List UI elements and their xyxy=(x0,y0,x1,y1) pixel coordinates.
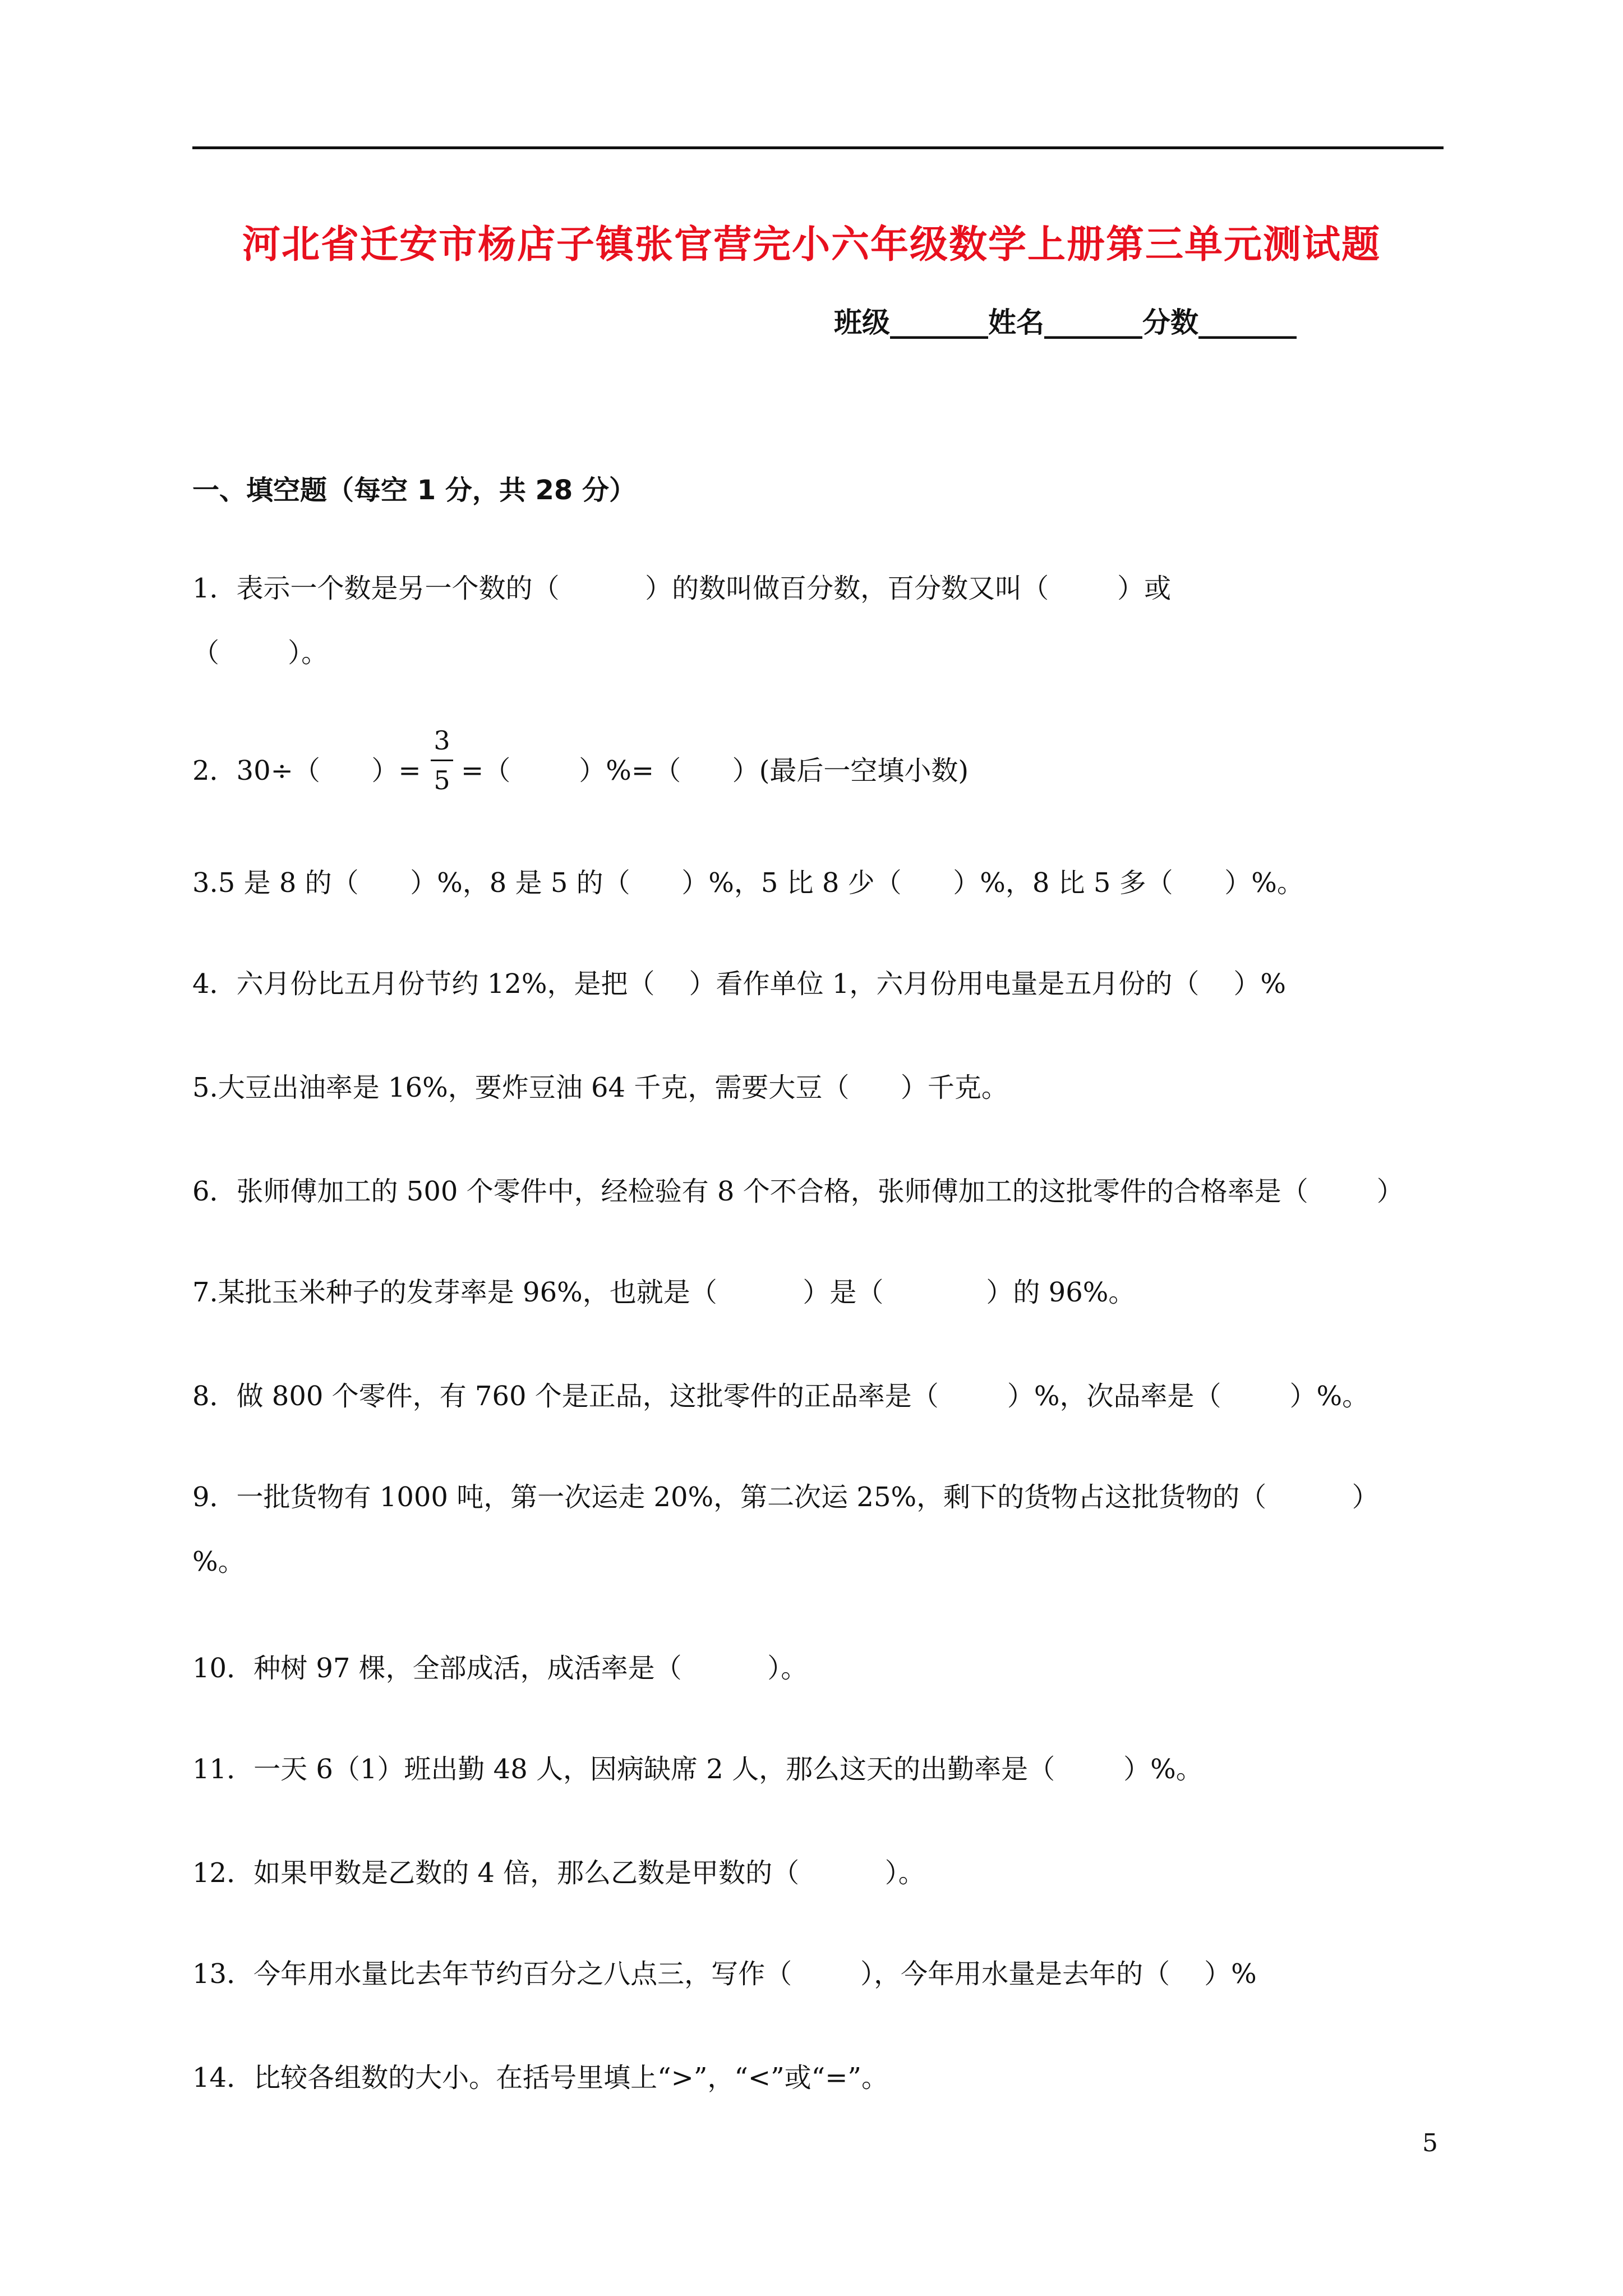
question-6: 6．张师傅加工的 500 个零件中，经检验有 8 个不合格，张师傅加工的这批零件的合格率是（ ） xyxy=(192,1176,1404,1207)
question-10: 10．种树 97 棵，全部成活，成活率是（ ）。 xyxy=(192,1653,808,1684)
question-5: 5.大豆出油率是 16%，要炸豆油 64 千克，需要大豆（ ）千克。 xyxy=(192,1072,1008,1103)
fraction-denominator: 5 xyxy=(434,765,450,795)
question-1-line-2: （ ）。 xyxy=(192,637,329,669)
student-info-line: 班级_______姓名_______分数_______ xyxy=(834,306,1297,339)
question-2-after-fraction: =（ ）%=（ ）(最后一空填小数) xyxy=(461,755,969,786)
question-14: 14．比较各组数的大小。在括号里填上“>”，“<”或“=”。 xyxy=(192,2062,888,2093)
question-9-line-1: 9．一批货物有 1000 吨，第一次运走 20%，第二次运 25%，剩下的货物占这批货物的（ ） xyxy=(192,1481,1379,1513)
question-13: 13．今年用水量比去年节约百分之八点三，写作（ ），今年用水量是去年的（ ）% xyxy=(192,1958,1257,1990)
question-4: 4．六月份比五月份节约 12%，是把（ ）看作单位 1，六月份用电量是五月份的（ ）% xyxy=(192,968,1286,1000)
page-number: 5 xyxy=(1422,2129,1438,2157)
question-1-line-1: 1．表示一个数是另一个数的（ ）的数叫做百分数，百分数又叫（ ）或 xyxy=(192,573,1172,604)
question-7: 7.某批玉米种子的发芽率是 96%，也就是（ ）是（ ）的 96%。 xyxy=(192,1277,1136,1308)
fraction-bar xyxy=(431,760,453,761)
page-title: 河北省迁安市杨店子镇张官营完小六年级数学上册第三单元测试题 xyxy=(242,223,1381,267)
fraction-numerator: 3 xyxy=(434,725,450,756)
question-2-fraction xyxy=(431,724,453,797)
question-2-before-fraction: 2．30÷（ ）= xyxy=(192,755,421,786)
question-12: 12．如果甲数是乙数的 4 倍，那么乙数是甲数的（ ）。 xyxy=(192,1857,925,1889)
question-8: 8．做 800 个零件，有 760 个是正品，这批零件的正品率是（ ）%，次品率是（ ）%。 xyxy=(192,1381,1370,1412)
section-heading-fill-in-blank: 一、填空题（每空 1 分，共 28 分） xyxy=(192,475,637,506)
question-9-line-2: %。 xyxy=(192,1546,245,1577)
header-rule xyxy=(192,146,1444,149)
question-11: 11．一天 6（1）班出勤 48 人，因病缺席 2 人，那么这天的出勤率是（ ）%。 xyxy=(192,1754,1203,1785)
question-3: 3.5 是 8 的（ ）%，8 是 5 的（ ）%，5 比 8 少（ ）%，8 比 5 多（ ）%。 xyxy=(192,867,1304,899)
